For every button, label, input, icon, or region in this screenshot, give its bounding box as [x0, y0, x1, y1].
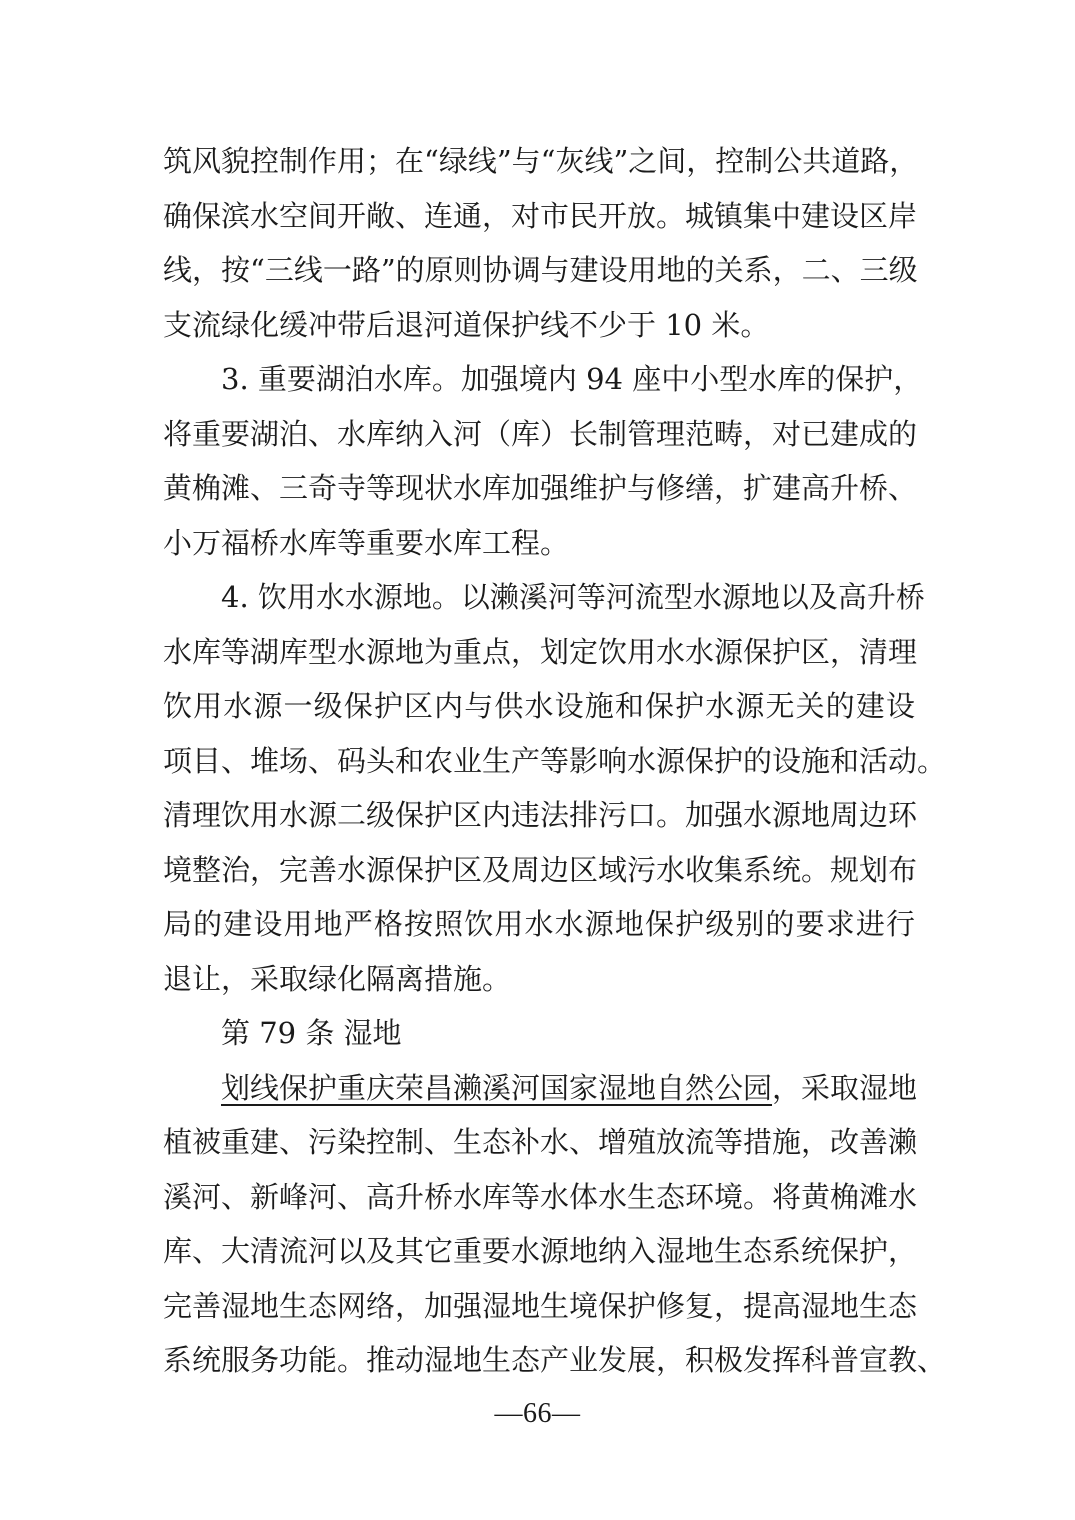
page-number: —66— [494, 1398, 581, 1429]
underlined-phrase: 划线保护重庆荣昌濑溪河国家湿地自然公园 [221, 1070, 773, 1105]
text-line: 清理饮用水源二级保护区内违法排污口。加强水源地周边环 [163, 798, 918, 832]
text-line: 确保滨水空间开敞、连通，对市民开放。城镇集中建设区岸 [163, 198, 918, 233]
text-line: 饮用水源一级保护区内与供水设施和保护水源无关的建设 [163, 689, 915, 723]
text-line: 系统服务功能。推动湿地生态产业发展，积极发挥科普宣教、 [163, 1343, 947, 1377]
text-line: 植被重建、污染控制、生态补水、增殖放流等措施，改善濑 [163, 1125, 918, 1159]
text-line: 完善湿地生态网络，加强湿地生境保护修复，提高湿地生态 [163, 1288, 918, 1323]
text-line: 4. 饮用水水源地。以濑溪河等河流型水源地以及高升桥 [221, 580, 925, 614]
text-line: 线，按“三线一路”的原则协调与建设用地的关系，二、三级 [163, 253, 918, 287]
text-line: 水库等湖库型水源地为重点，划定饮用水水源保护区，清理 [163, 634, 918, 669]
text-line: 项目、堆场、码头和农业生产等影响水源保护的设施和活动。 [163, 743, 947, 778]
section-heading: 第 79 条 湿地 [221, 1016, 402, 1050]
text-fragment: ，采取湿地 [772, 1070, 918, 1105]
text-line [163, 1061, 918, 1116]
text-line: 小万福桥水库等重要水库工程。 [163, 525, 570, 560]
text-line: 溪河、新峰河、高升桥水库等水体水生态环境。将黄桷滩水 [163, 1179, 918, 1214]
text-line: 黄桷滩、三奇寺等现状水库加强维护与修缮，扩建高升桥、 [163, 471, 918, 505]
text-line: 退让，采取绿化隔离措施。 [163, 961, 512, 996]
text-line: 3. 重要湖泊水库。加强境内 94 座中小型水库的保护， [221, 362, 923, 396]
text-line: 局的建设用地严格按照饮用水水源地保护级别的要求进行 [163, 907, 915, 941]
text-line: 将重要湖泊、水库纳入河（库）长制管理范畴，对已建成的 [163, 416, 918, 451]
text-line: 筑风貌控制作用；在“绿线”与“灰线”之间，控制公共道路， [163, 144, 919, 178]
text-line: 境整治，完善水源保护区及周边区域污水收集系统。规划布 [163, 852, 918, 887]
text-line: 库、大清流河以及其它重要水源地纳入湿地生态系统保护， [163, 1234, 918, 1268]
body-text [163, 134, 947, 1388]
text-line: 支流绿化缓冲带后退河道保护线不少于 10 米。 [163, 307, 770, 342]
